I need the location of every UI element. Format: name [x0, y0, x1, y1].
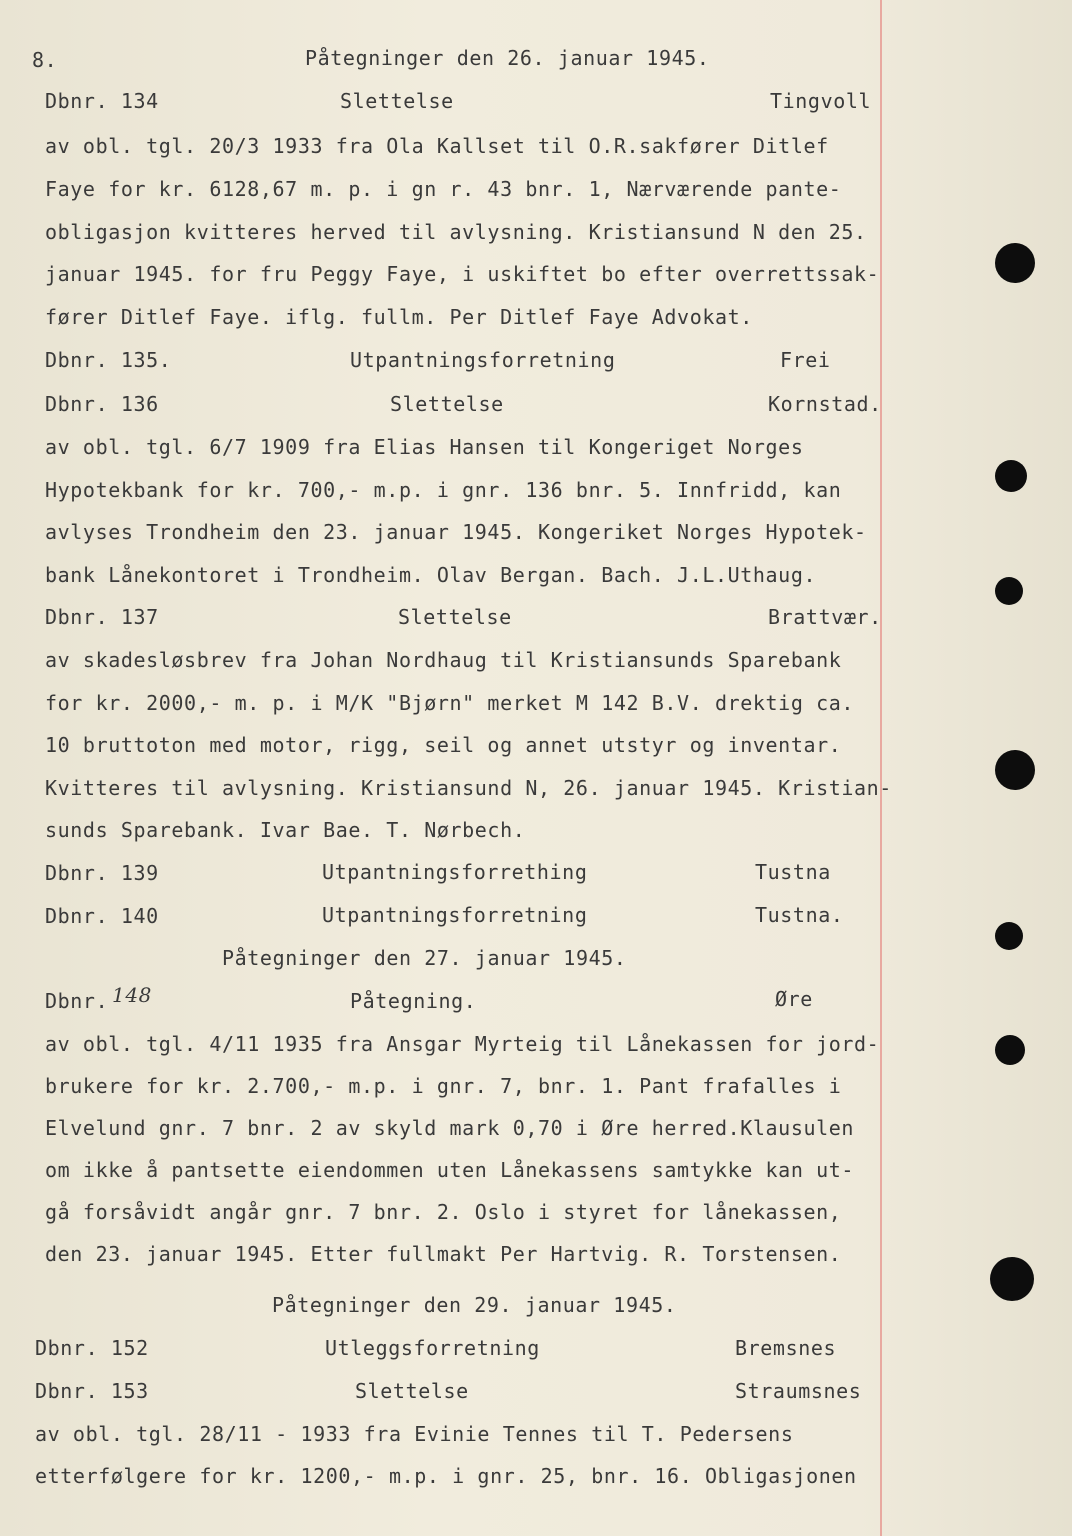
entry-text-line: Kvitteres til avlysning. Kristiansund N, 26. januar 1945. Kristian- [45, 776, 892, 800]
page-heading: Påtegninger den 26. januar 1945. [305, 46, 710, 70]
entry-text-line: Elvelund gnr. 7 bnr. 2 av skyld mark 0,70 i Øre herred.Klausulen [45, 1116, 855, 1140]
entry-type: Utpantningsforretning [322, 903, 588, 927]
entry-text-line: bank Lånekontoret i Trondheim. Olav Bergan. Bach. J.L.Uthaug. [45, 563, 817, 587]
punch-hole [995, 750, 1035, 790]
punch-hole [995, 460, 1027, 492]
entry-text-line: av obl. tgl. 20/3 1933 fra Ola Kallset til O.R.sakfører Ditlef [45, 134, 829, 158]
punch-hole [995, 243, 1035, 283]
entry-type: Utpantningsforretning [350, 348, 616, 372]
entry-number: Dbnr. 153 [35, 1379, 149, 1403]
entry-text-line: av obl. tgl. 28/11 - 1933 fra Evinie Tennes til T. Pedersens [35, 1422, 794, 1446]
entry-type: Slettelse [390, 392, 504, 416]
entry-type: Påtegning. [350, 989, 477, 1013]
entry-text-line: av obl. tgl. 6/7 1909 fra Elias Hansen til Kongeriget Norges [45, 435, 804, 459]
entry-number: Dbnr. 140 [45, 904, 159, 928]
entry-number: Dbnr. 134 [45, 89, 159, 113]
punch-hole [995, 577, 1023, 605]
entry-type: Slettelse [398, 605, 512, 629]
punch-hole [995, 922, 1023, 950]
entry-number: Dbnr. 137 [45, 605, 159, 629]
entry-text-line: Hypotekbank for kr. 700,- m.p. i gnr. 136 bnr. 5. Innfridd, kan [45, 478, 842, 502]
entry-text-line: om ikke å pantsette eiendommen uten Lånekassens samtykke kan ut- [45, 1158, 855, 1182]
entry-text-line: av skadesløsbrev fra Johan Nordhaug til Kristiansunds Sparebank [45, 648, 842, 672]
entry-text-line: sunds Sparebank. Ivar Bae. T. Nørbech. [45, 818, 526, 842]
entry-text-line: Faye for kr. 6128,67 m. p. i gn r. 43 bnr. 1, Nærværende pante- [45, 177, 842, 201]
entry-text-line: den 23. januar 1945. Etter fullmakt Per Hartvig. R. Torstensen. [45, 1242, 842, 1266]
entry-text-line: obligasjon kvitteres herved til avlysning. Kristiansund N den 25. [45, 220, 867, 244]
entry-text-line: januar 1945. for fru Peggy Faye, i uskiftet bo efter overrettssak- [45, 262, 880, 286]
entry-number: Dbnr. 152 [35, 1336, 149, 1360]
entry-text-line: brukere for kr. 2.700,- m.p. i gnr. 7, bnr. 1. Pant frafalles i [45, 1074, 842, 1098]
entry-place: Tingvoll [770, 89, 872, 113]
entry-number: Dbnr. 136 [45, 392, 159, 416]
punch-hole [995, 1035, 1025, 1065]
entry-place: Frei [780, 348, 831, 372]
entry-place: Kornstad. [768, 392, 882, 416]
entry-text-line: fører Ditlef Faye. iflg. fullm. Per Ditlef Faye Advokat. [45, 305, 753, 329]
entry-number: Dbnr. [45, 989, 109, 1013]
entry-type: Slettelse [340, 89, 454, 113]
entry-text-line: avlyses Trondheim den 23. januar 1945. Kongeriket Norges Hypotek- [45, 520, 867, 544]
entry-number: Dbnr. 135. [45, 348, 172, 372]
entry-place: Brattvær. [768, 605, 882, 629]
entry-text-line: etterfølgere for kr. 1200,- m.p. i gnr. 25, bnr. 16. Obligasjonen [35, 1464, 857, 1488]
entry-text-line: 10 bruttoton med motor, rigg, seil og annet utstyr og inventar. [45, 733, 842, 757]
entry-text-line: for kr. 2000,- m. p. i M/K "Bjørn" merket M 142 B.V. drektig ca. [45, 691, 855, 715]
entry-number: Dbnr. 139 [45, 861, 159, 885]
handwritten-number: 148 [112, 983, 152, 1007]
date-heading: Påtegninger den 29. januar 1945. [272, 1293, 677, 1317]
entry-place: Bremsnes [735, 1336, 837, 1360]
entry-text-line: av obl. tgl. 4/11 1935 fra Ansgar Myrteig til Lånekassen for jord- [45, 1032, 880, 1056]
page-number: 8. [32, 48, 58, 72]
entry-place: Tustna [755, 860, 831, 884]
date-heading: Påtegninger den 27. januar 1945. [222, 946, 627, 970]
entry-type: Utleggsforretning [325, 1336, 540, 1360]
entry-type: Utpantningsforrething [322, 860, 588, 884]
entry-text-line: gå forsåvidt angår gnr. 7 bnr. 2. Oslo i styret for lånekassen, [45, 1200, 842, 1224]
entry-type: Slettelse [355, 1379, 469, 1403]
entry-place: Straumsnes [735, 1379, 862, 1403]
entry-place: Øre [775, 987, 813, 1011]
entry-place: Tustna. [755, 903, 844, 927]
margin-line [880, 0, 882, 1536]
punch-hole [990, 1257, 1034, 1301]
